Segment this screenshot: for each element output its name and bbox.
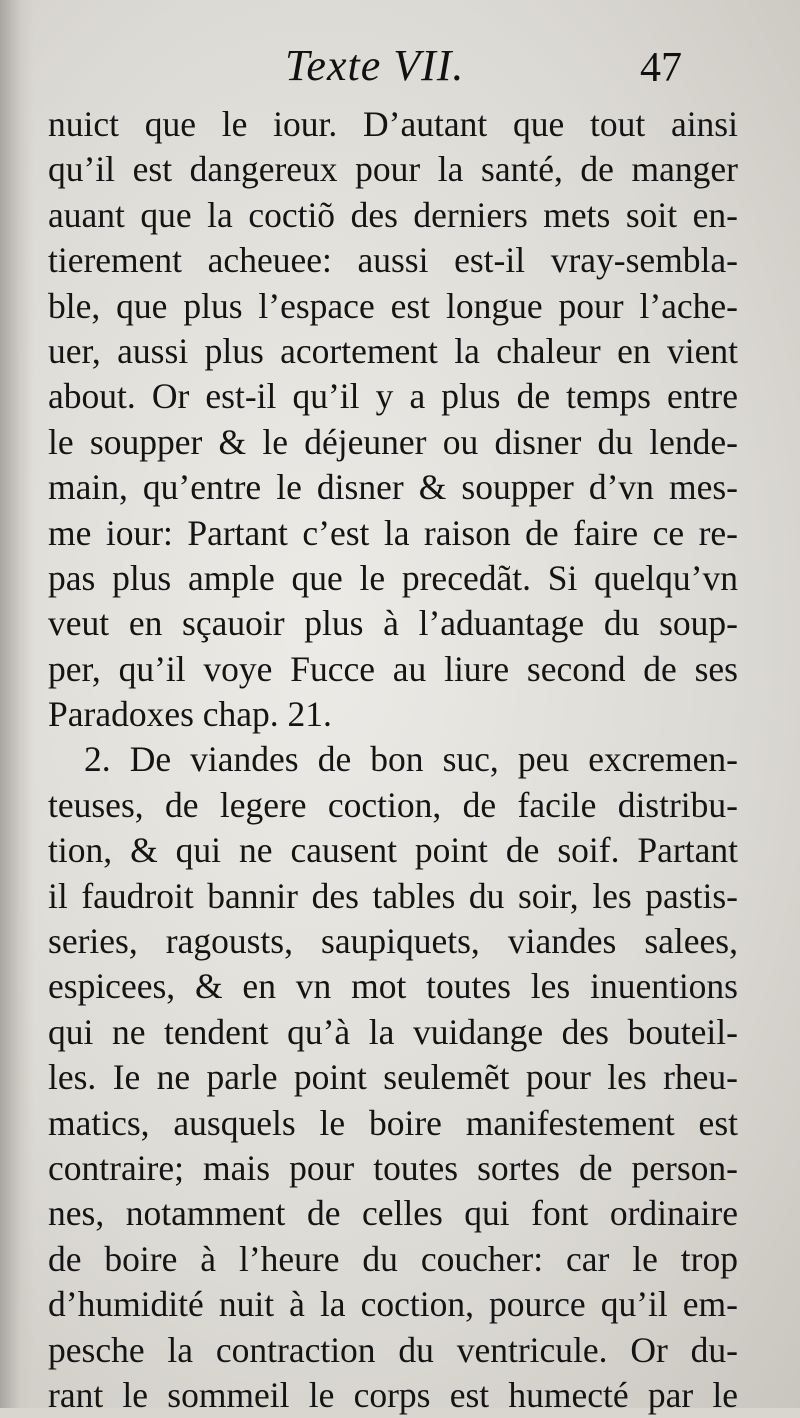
- text-line: pas plus ample que le precedãt. Si quelqu’vn: [48, 557, 738, 598]
- text-line: about. Or est-il qu’il y a plus de temps entre: [48, 376, 738, 417]
- text-line: nuict que le iour. D’autant que tout ainsi: [48, 104, 738, 144]
- text-line: series, ragousts, saupiquets, viandes salees,: [48, 921, 738, 962]
- text-line: espicees, & en vn mot toutes les inuentions: [48, 966, 738, 1007]
- text-line: le soupper & le déjeuner ou disner du lende-: [48, 421, 738, 462]
- text-line: matics, ausquels le boire manifestement est: [48, 1102, 738, 1143]
- body-text: [48, 102, 738, 1418]
- text-line: per, qu’il voye Fucce au liure second de ses: [48, 648, 738, 689]
- text-line: contraire; mais pour toutes sortes de person-: [48, 1147, 738, 1188]
- text-line: rant le sommeil le corps est humecté par le: [48, 1374, 738, 1415]
- text-line: auant que la coctiõ des derniers mets soit en-: [48, 194, 738, 235]
- text-line: il faudroit bannir des tables du soir, les pastis-: [48, 875, 738, 916]
- text-line: de boire à l’heure du coucher: car le trop: [48, 1238, 738, 1279]
- running-title: Texte VII.: [285, 41, 465, 90]
- gutter-shadow: [0, 0, 34, 1408]
- text-line: tierement acheuee: aussi est-il vray-sembla-: [48, 240, 738, 281]
- text-line: qui ne tendent qu’à la vuidange des bouteil-: [48, 1011, 738, 1052]
- text-line: me iour: Partant c’est la raison de faire ce re-: [48, 512, 738, 553]
- text-line: qu’il est dangereux pour la santé, de manger: [48, 149, 738, 190]
- page-header: [0, 38, 800, 98]
- text-line: ble, que plus l’espace est longue pour l’ache-: [48, 285, 738, 326]
- text-line: main, qu’entre le disner & soupper d’vn mes-: [48, 467, 738, 508]
- text-line: 2. De viandes de bon suc, peu excremen-: [84, 739, 738, 780]
- text-line: d’humidité nuit à la coction, pource qu’il em-: [48, 1284, 738, 1325]
- text-line: tion, & qui ne causent point de soif. Partant: [48, 830, 738, 871]
- text-line: pesche la contraction du ventricule. Or du-: [48, 1329, 738, 1370]
- text-line: veut en sçauoir plus à l’aduantage du soup-: [48, 603, 738, 644]
- text-line: les. Ie ne parle point seulemẽt pour les rheu-: [48, 1057, 738, 1098]
- text-line: nes, notamment de celles qui font ordinaire: [48, 1193, 738, 1234]
- text-line: teuses, de legere coction, de facile distribu-: [48, 784, 738, 825]
- text-line: uer, aussi plus acortement la chaleur en vient: [48, 330, 738, 371]
- text-line: Paradoxes chap. 21.: [48, 694, 332, 735]
- page-number: 47: [640, 45, 682, 91]
